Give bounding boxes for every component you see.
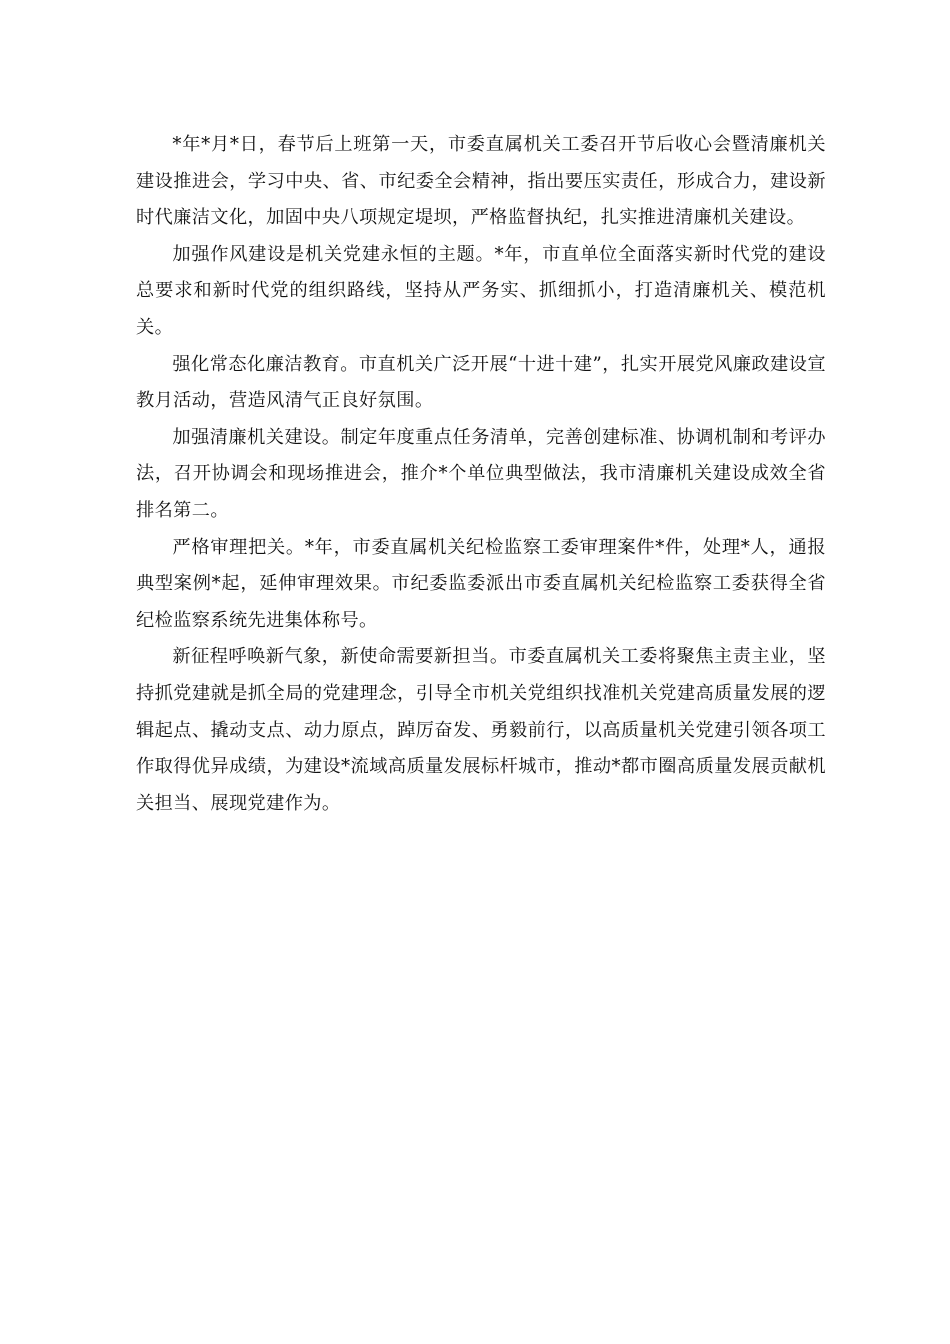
paragraph-2: 加强作风建设是机关党建永恒的主题。*年，市直单位全面落实新时代党的建设总要求和新时代党的组织路线，坚持从严务实、抓细抓小，打造清廉机关、模范机关。: [136, 243, 826, 338]
paragraph-6: 新征程呼唤新气象，新使命需要新担当。市委直属机关工委将聚焦主责主业，坚持抓党建就是抓全局的党建理念，引导全市机关党组织找准机关党建高质量发展的逻辑起点、撬动支点、动力原点，踔厉奋发、勇毅前行，以高质量机关党建引领各项工作取得优异成绩，为建设*流域高质量发展标杆城市，推动*都市圈高质量发展贡献机关担当、展现党建作为。: [136, 646, 826, 814]
paragraph-4: 加强清廉机关建设。制定年度重点任务清单，完善创建标准、协调机制和考评办法，召开协调会和现场推进会，推介*个单位典型做法，我市清廉机关建设成效全省排名第二。: [136, 426, 826, 521]
paragraph-3: 强化常态化廉洁教育。市直机关广泛开展“十进十建”，扎实开展党风廉政建设宣教月活动，营造风清气正良好氛围。: [136, 353, 826, 412]
paragraph-5: 严格审理把关。*年，市委直属机关纪检监察工委审理案件*件，处理*人，通报典型案例*起，延伸审理效果。市纪委监委派出市委直属机关纪检监察工委获得全省纪检监察系统先进集体称号。: [136, 536, 826, 631]
document-body: [136, 127, 826, 822]
paragraph-1: *年*月*日，春节后上班第一天，市委直属机关工委召开节后收心会暨清廉机关建设推进会，学习中央、省、市纪委全会精神，指出要压实责任，形成合力，建设新时代廉洁文化，加固中央八项规定堤坝，严格监督执纪，扎实推进清廉机关建设。: [136, 134, 826, 229]
